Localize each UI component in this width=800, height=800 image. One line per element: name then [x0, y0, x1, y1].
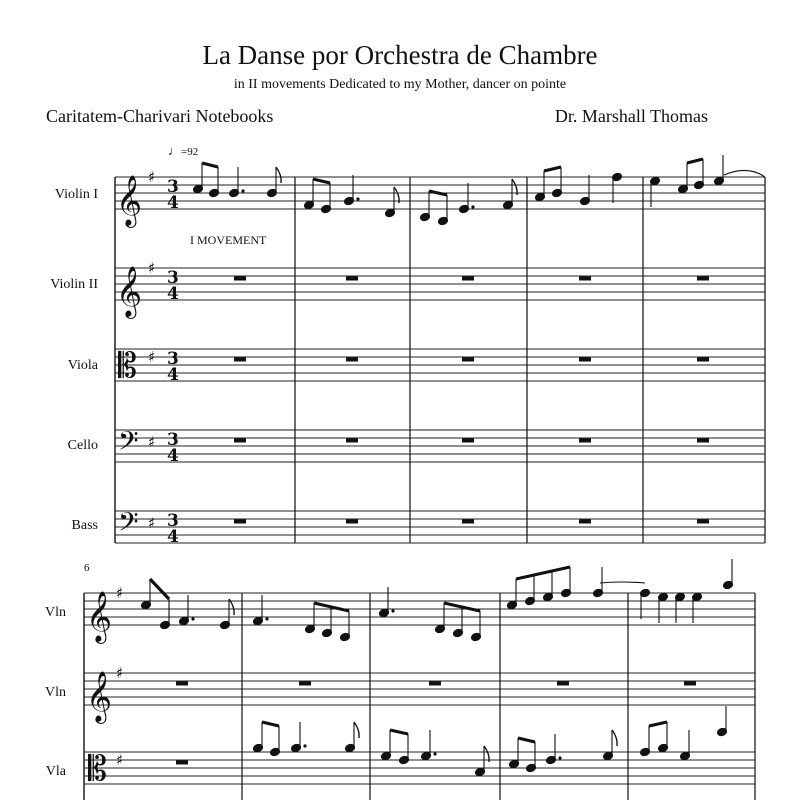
instrument-label-viola: Viola	[67, 358, 98, 373]
note-beam	[150, 579, 169, 599]
whole-rest-icon	[176, 682, 188, 686]
whole-rest-icon	[557, 682, 569, 686]
time-signature-numerator: 3	[167, 177, 179, 197]
note-dot	[433, 752, 436, 755]
treble-clef-icon: 𝄞	[86, 591, 113, 642]
tie-curve	[600, 582, 645, 583]
whole-rest-icon	[346, 439, 358, 443]
whole-rest-icon	[234, 277, 246, 281]
whole-rest-icon	[462, 358, 474, 362]
time-signature-denominator: 4	[167, 527, 179, 547]
note-dot	[471, 205, 474, 208]
score-title: La Danse por Orchestra de Chambre	[202, 40, 598, 70]
note-beam	[429, 191, 447, 195]
whole-rest-icon	[346, 277, 358, 281]
key-signature-sharp-icon: ♯	[116, 664, 124, 682]
key-signature-sharp-icon: ♯	[148, 433, 156, 451]
note-dot	[558, 756, 561, 759]
instrument-label-cello: Cello	[67, 438, 98, 453]
composer-credit: Dr. Marshall Thomas	[554, 106, 708, 126]
whole-rest-icon	[684, 682, 696, 686]
time-signature-denominator: 4	[167, 446, 179, 466]
bass-clef-icon: 𝄢	[118, 506, 139, 544]
whole-rest-icon	[697, 277, 709, 281]
note-flag	[612, 730, 617, 746]
note-beam	[313, 179, 330, 183]
note-beam	[202, 163, 218, 167]
note-beam	[262, 722, 279, 726]
note-beam	[518, 738, 535, 742]
time-signature-denominator: 4	[167, 365, 179, 385]
whole-rest-icon	[579, 358, 591, 362]
whole-rest-icon	[462, 520, 474, 524]
notebook-credit: Caritatem-Charivari Notebooks	[46, 106, 274, 126]
whole-rest-icon	[429, 682, 441, 686]
whole-rest-icon	[346, 358, 358, 362]
time-signature-numerator: 3	[167, 268, 179, 288]
whole-rest-icon	[462, 277, 474, 281]
key-signature-sharp-icon: ♯	[148, 168, 156, 186]
treble-clef-icon: 𝄞	[116, 266, 143, 317]
whole-rest-icon	[346, 520, 358, 524]
key-signature-sharp-icon: ♯	[148, 348, 156, 366]
key-signature-sharp-icon: ♯	[148, 514, 156, 532]
whole-rest-icon	[579, 277, 591, 281]
measure-number: 6	[84, 562, 90, 574]
treble-clef-icon: 𝄞	[86, 671, 113, 722]
key-signature-sharp-icon: ♯	[116, 751, 124, 769]
time-signature-numerator: 3	[167, 511, 179, 531]
treble-clef-icon: 𝄞	[116, 175, 143, 226]
whole-rest-icon	[462, 439, 474, 443]
whole-rest-icon	[176, 761, 188, 765]
note-beam	[687, 159, 703, 163]
note-beam	[544, 167, 561, 171]
note-dot	[356, 197, 359, 200]
time-signature-numerator: 3	[167, 430, 179, 450]
note-dot	[391, 609, 394, 612]
time-signature-denominator: 4	[167, 284, 179, 304]
whole-rest-icon	[579, 439, 591, 443]
bass-clef-icon: 𝄢	[118, 425, 139, 463]
note-dot	[191, 617, 194, 620]
instrument-label-vla: Vla	[45, 764, 66, 779]
quarter-note-icon: ♩	[168, 143, 181, 158]
note-beam	[390, 730, 408, 734]
instrument-label-violin-2: Violin II	[50, 277, 98, 292]
whole-rest-icon	[234, 439, 246, 443]
whole-rest-icon	[697, 439, 709, 443]
movement-label: I MOVEMENT	[190, 233, 267, 247]
score-subtitle: in II movements Dedicated to my Mother, dancer on pointe	[233, 77, 567, 92]
whole-rest-icon	[234, 358, 246, 362]
key-signature-sharp-icon: ♯	[116, 584, 124, 602]
note-dot	[241, 189, 244, 192]
instrument-label-violin-1: Violin I	[54, 187, 98, 202]
key-signature-sharp-icon: ♯	[148, 259, 156, 277]
instrument-label-vln-1: Vln	[45, 605, 66, 620]
instrument-label-vln-2: Vln	[45, 685, 66, 700]
note-flag	[354, 722, 359, 738]
tempo-value: =92	[181, 146, 199, 158]
instrument-label-bass: Bass	[71, 518, 98, 533]
note-beam	[649, 722, 667, 726]
alto-clef-icon: 𝄡	[118, 346, 137, 386]
note-dot	[265, 617, 268, 620]
time-signature-denominator: 4	[167, 193, 179, 213]
note-dot	[303, 744, 306, 747]
whole-rest-icon	[234, 520, 246, 524]
note-flag	[276, 167, 281, 183]
tie-curve	[724, 170, 765, 177]
time-signature-numerator: 3	[167, 349, 179, 369]
whole-rest-icon	[579, 520, 591, 524]
whole-rest-icon	[697, 358, 709, 362]
alto-clef-icon: 𝄡	[88, 749, 107, 789]
note-beam	[516, 567, 570, 579]
whole-rest-icon	[299, 682, 311, 686]
whole-rest-icon	[697, 520, 709, 524]
